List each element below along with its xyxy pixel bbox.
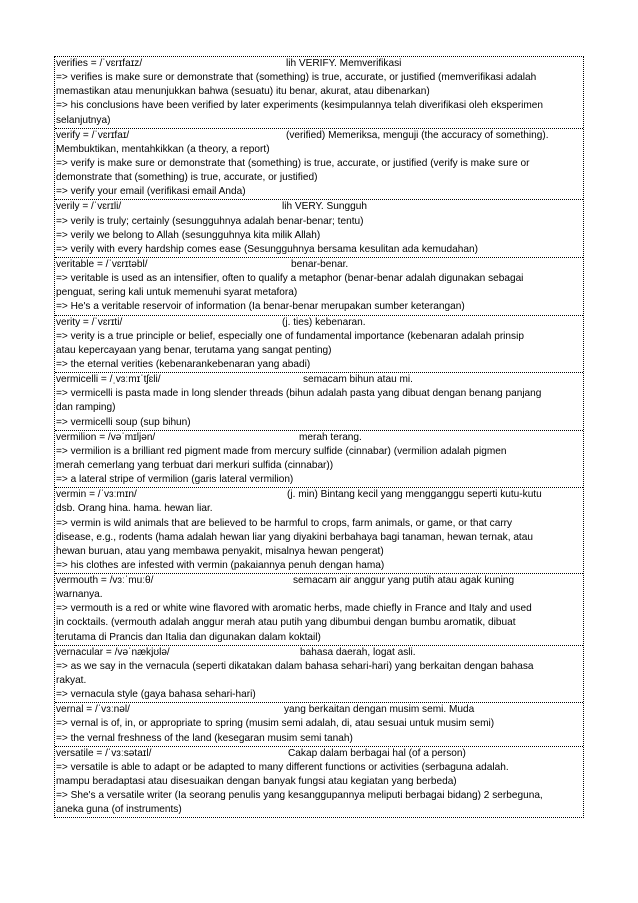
definition-line: => vermin is wild animals that are believed to be harmful to crops, farm animals, or game, or that carry <box>56 517 513 529</box>
headword-meaning: semacam air anggur yang putih atau agak kuning <box>293 575 515 587</box>
entry-vernacular <box>55 646 583 704</box>
continuation-line: hewan buruan, atau yang membawa penyakit, misalnya hewan pengerat) <box>56 545 384 557</box>
continuation-line: demonstrate that (something) is true, accurate, or justified) <box>56 172 318 184</box>
continuation-line: penguat, sering kali untuk memenuhi syarat metafora) <box>56 287 298 299</box>
definition-line: => verity is a true principle or belief, especially one of fundamental importance (kebenaran adalah prinsip <box>56 330 524 342</box>
continuation-line: disease, e.g., rodents (hama adalah hewan liar yang diyakini berbahaya bagi tanaman, hewan ternak, atau <box>56 531 533 543</box>
continuation-line: warnanya. <box>56 589 103 601</box>
continuation-line: atau kepercayaan yang benar, terutama yang sangat penting) <box>56 344 332 356</box>
headword-meaning: lih VERIFY. Memverifikasi <box>286 58 402 69</box>
entry-vermicelli <box>55 373 583 431</box>
definition-line: => a lateral stripe of vermilion (garis lateral vermilion) <box>56 474 294 486</box>
definition-line: => vernacula style (gaya bahasa sehari-hari) <box>56 689 256 701</box>
definition-line: => verify your email (verifikasi email Anda) <box>56 186 246 198</box>
definition-line: => his conclusions have been verified by later experiments (kesimpulannya telah diverifikasi oleh eksperimen <box>56 100 543 112</box>
entry-vermin <box>55 488 583 574</box>
entry-verifies <box>55 57 583 129</box>
continuation-line: rakyat. <box>56 675 87 687</box>
continuation-line: merah cemerlang yang terbuat dari merkuri sulfida (cinnabar)) <box>56 459 334 471</box>
definition-line: => the eternal verities (kebenarankebenaran yang abadi) <box>56 358 311 370</box>
definition-line: => veritable is used as an intensifier, often to qualify a metaphor (benar-benar adalah digunakan sebagai <box>56 273 524 285</box>
definition-line: => vermouth is a red or white wine flavored with aromatic herbs, made chiefly in France and Italy and used <box>56 603 532 615</box>
headword-pronunciation: vernal = /ˈvɜːnəl/ <box>56 704 130 716</box>
definition-line: => She's a versatile writer (Ia seorang penulis yang kesanggupannya meliputi berbagai bidang) 2 serbeguna, <box>56 790 543 802</box>
continuation-line: selanjutnya) <box>56 114 111 126</box>
dictionary-document <box>54 56 584 818</box>
entry-vermilion <box>55 431 583 489</box>
definition-line: => his clothes are infested with vermin (pakaiannya penuh dengan hama) <box>56 559 385 571</box>
entry-vermouth <box>55 574 583 646</box>
continuation-line: Membuktikan, mentahkikkan (a theory, a report) <box>56 143 270 155</box>
definition-line: => verify is make sure or demonstrate that (something) is true, accurate, or justified (verify is make sure or <box>56 157 530 169</box>
headword-meaning: lih VERY. Sungguh <box>282 201 367 213</box>
headword-meaning: merah terang. <box>299 431 362 443</box>
continuation-line: aneka guna (of instruments) <box>56 804 182 816</box>
continuation-line: mampu beradaptasi atau disesuaikan dengan banyak fungsi atau kegiatan yang berbeda) <box>56 776 457 788</box>
definition-line: => verily with every hardship comes ease (Sesungguhnya bersama kesulitan ada kemudahan) <box>56 243 478 255</box>
headword-pronunciation: versatile = /ˈvɜːsətaɪl/ <box>56 747 152 759</box>
headword-meaning: benar-benar. <box>291 258 349 270</box>
definition-line: => vermilion is a brilliant red pigment made from mercury sulfide (cinnabar) (vermilion adalah pigmen <box>56 445 507 457</box>
definition-line: => versatile is able to adapt or be adapted to many different functions or activities (serbaguna adalah. <box>56 761 509 773</box>
headword-meaning: (j. min) Bintang kecil yang mengganggu seperti kutu-kutu <box>287 489 542 501</box>
continuation-line: in cocktails. (vermouth adalah anggur merah atau putih yang dibumbui dengan bumbu aromatik, dibuat <box>56 617 516 629</box>
headword-pronunciation: verify = /ˈvɛrɪfaɪ/ <box>56 129 130 141</box>
definition-line: => vermicelli soup (sup bihun) <box>56 416 191 428</box>
headword-pronunciation: vermicelli = /ˌvɜːmɪˈtʃɛli/ <box>56 374 161 386</box>
definition-line: => verily is truly; certainly (sesungguhnya adalah benar-benar; tentu) <box>56 215 364 227</box>
entry-headline <box>55 646 583 660</box>
entry-headline <box>55 574 583 588</box>
entry-headline <box>55 258 583 272</box>
entry-vernal <box>55 703 583 746</box>
headword-meaning: bahasa daerah, logat asli. <box>300 646 416 658</box>
entry-headline <box>55 431 583 445</box>
headword-pronunciation: veritable = /ˈvɛrɪtəbl/ <box>56 258 148 270</box>
headword-meaning: semacam bihun atau mi. <box>303 374 413 386</box>
definition-line: => vermicelli is pasta made in long slender threads (bihun adalah pasta yang dibuat dengan benang panjang <box>56 388 542 400</box>
entry-headline <box>55 200 583 214</box>
entry-headline <box>55 488 583 502</box>
entry-headline <box>55 316 583 330</box>
definition-line: => vernal is of, in, or appropriate to spring (musim semi adalah, di, atau sesuai untuk musim semi) <box>56 718 495 730</box>
entry-verily <box>55 200 583 258</box>
headword-pronunciation: verity = /ˈvɛrɪti/ <box>56 316 123 328</box>
entry-headline <box>55 57 583 71</box>
definition-line: => He's a veritable reservoir of information (Ia benar-benar merupakan sumber keterangan) <box>56 301 465 313</box>
headword-meaning: (j. ties) kebenaran. <box>282 316 366 328</box>
headword-pronunciation: verifies = /ˈvɛrɪfaɪz/ <box>56 58 143 69</box>
continuation-line: memastikan atau menunjukkan bahwa (sesuatu) itu benar, akurat, atau dibenarkan) <box>56 86 430 98</box>
definition-line: => verifies is make sure or demonstrate that (something) is true, accurate, or justified (memverifikasi adalah <box>56 72 537 84</box>
headword-pronunciation: vermouth = /vɜːˈmuːθ/ <box>56 575 154 587</box>
headword-pronunciation: verily = /ˈvɛrɪli/ <box>56 201 122 213</box>
headword-meaning: Cakap dalam berbagai hal (of a person) <box>288 747 466 759</box>
headword-pronunciation: vermilion = /vəˈmɪljən/ <box>56 431 156 443</box>
continuation-line: dan ramping) <box>56 402 116 414</box>
headword-pronunciation: vernacular = /vəˈnækjʊlə/ <box>56 646 170 658</box>
headword-meaning: (verified) Memeriksa, menguji (the accuracy of something). <box>286 129 549 141</box>
entry-headline <box>55 703 583 717</box>
definition-line: => verily we belong to Allah (sesungguhnya kita milik Allah) <box>56 229 321 241</box>
entry-versatile <box>55 747 583 818</box>
entry-headline <box>55 373 583 387</box>
continuation-line: dsb. Orang hina. hama. hewan liar. <box>56 503 213 515</box>
entry-veritable <box>55 258 583 316</box>
continuation-line: terutama di Prancis dan Italia dan digunakan dalam koktail) <box>56 631 321 643</box>
entry-headline <box>55 129 583 143</box>
entry-headline <box>55 747 583 761</box>
headword-meaning: yang berkaitan dengan musim semi. Muda <box>284 704 475 716</box>
entry-verity <box>55 316 583 374</box>
definition-line: => as we say in the vernacula (seperti dikatakan dalam bahasa sehari-hari) yang berkaitan dengan bahasa <box>56 660 534 672</box>
definition-line: => the vernal freshness of the land (kesegaran musim semi tanah) <box>56 732 353 744</box>
headword-pronunciation: vermin = /ˈvɜːmɪn/ <box>56 489 137 501</box>
entry-verify <box>55 129 583 201</box>
